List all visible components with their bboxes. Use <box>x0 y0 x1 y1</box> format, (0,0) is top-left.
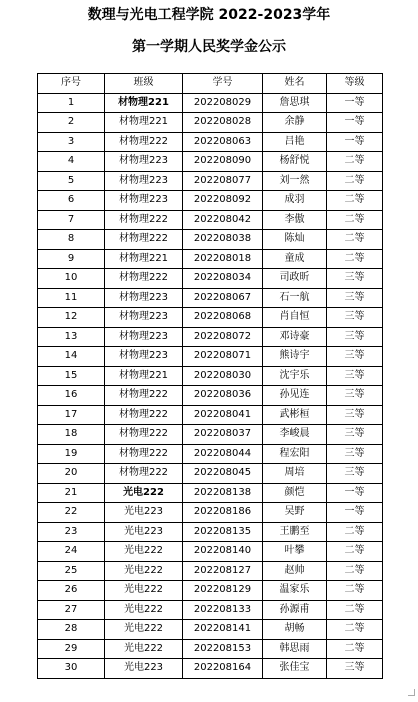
table-row <box>38 132 383 152</box>
cell-class: 材物理222 <box>105 230 183 250</box>
table-row <box>38 152 383 172</box>
cell-student-id: 202208092 <box>183 191 263 211</box>
table-row <box>38 405 383 425</box>
table-row <box>38 483 383 503</box>
table-row <box>38 327 383 347</box>
cell-level: 三等 <box>327 269 383 289</box>
cell-student-id: 202208037 <box>183 425 263 445</box>
cell-number: 5 <box>38 171 105 191</box>
cell-name: 赵帅 <box>263 561 327 581</box>
cell-level: 三等 <box>327 347 383 367</box>
column-header-number: 序号 <box>38 74 105 94</box>
cell-name: 颜恺 <box>263 483 327 503</box>
cell-student-id: 202208044 <box>183 444 263 464</box>
cell-class: 材物理222 <box>105 269 183 289</box>
cell-class: 光电223 <box>105 503 183 523</box>
cell-number: 28 <box>38 620 105 640</box>
table-row <box>38 620 383 640</box>
cell-class: 光电223 <box>105 659 183 679</box>
cell-name: 沈宇乐 <box>263 366 327 386</box>
cell-name: 肖自恒 <box>263 308 327 328</box>
cell-number: 3 <box>38 132 105 152</box>
cell-class: 材物理222 <box>105 464 183 484</box>
table-body <box>38 93 383 678</box>
cell-name: 武彬桓 <box>263 405 327 425</box>
cell-level: 三等 <box>327 366 383 386</box>
table-row <box>38 639 383 659</box>
cell-level: 二等 <box>327 561 383 581</box>
document-subtitle: 第一学期人民奖学金公示 <box>132 39 286 55</box>
cell-student-id: 202208034 <box>183 269 263 289</box>
cell-student-id: 202208077 <box>183 171 263 191</box>
cell-number: 24 <box>38 542 105 562</box>
table-row <box>38 191 383 211</box>
cell-student-id: 202208038 <box>183 230 263 250</box>
cell-level: 二等 <box>327 230 383 250</box>
cell-name: 吕艳 <box>263 132 327 152</box>
cell-student-id: 202208018 <box>183 249 263 269</box>
cell-class: 光电222 <box>105 561 183 581</box>
cell-level: 二等 <box>327 639 383 659</box>
table-row <box>38 288 383 308</box>
cell-level: 二等 <box>327 191 383 211</box>
cell-level: 二等 <box>327 620 383 640</box>
cell-student-id: 202208090 <box>183 152 263 172</box>
cell-number: 10 <box>38 269 105 289</box>
cell-number: 27 <box>38 600 105 620</box>
cell-student-id: 202208141 <box>183 620 263 640</box>
cell-number: 26 <box>38 581 105 601</box>
cell-name: 吴野 <box>263 503 327 523</box>
cell-name: 韩思雨 <box>263 639 327 659</box>
cell-level: 二等 <box>327 542 383 562</box>
cell-name: 陈灿 <box>263 230 327 250</box>
cell-class: 光电222 <box>105 620 183 640</box>
table-row <box>38 542 383 562</box>
cell-student-id: 202208036 <box>183 386 263 406</box>
cell-level: 二等 <box>327 522 383 542</box>
cell-name: 司政昕 <box>263 269 327 289</box>
cell-level: 三等 <box>327 308 383 328</box>
table-row <box>38 230 383 250</box>
cell-class: 光电222 <box>105 581 183 601</box>
scholarship-table <box>37 73 383 679</box>
table-row <box>38 386 383 406</box>
table-row <box>38 113 383 133</box>
table-row <box>38 269 383 289</box>
cell-class: 材物理222 <box>105 444 183 464</box>
column-header-student-id: 学号 <box>183 74 263 94</box>
cell-name: 张佳宝 <box>263 659 327 679</box>
cell-number: 18 <box>38 425 105 445</box>
cell-number: 7 <box>38 210 105 230</box>
cell-number: 15 <box>38 366 105 386</box>
cell-name: 童成 <box>263 249 327 269</box>
cell-student-id: 202208072 <box>183 327 263 347</box>
cell-class: 光电222 <box>105 600 183 620</box>
cell-class: 材物理222 <box>105 425 183 445</box>
table-header <box>38 74 383 94</box>
cell-number: 23 <box>38 522 105 542</box>
cell-student-id: 202208135 <box>183 522 263 542</box>
cell-level: 二等 <box>327 600 383 620</box>
cell-class: 光电222 <box>105 542 183 562</box>
cell-level: 一等 <box>327 132 383 152</box>
cell-level: 三等 <box>327 386 383 406</box>
cell-student-id: 202208029 <box>183 93 263 113</box>
table-row <box>38 249 383 269</box>
cell-number: 4 <box>38 152 105 172</box>
cell-student-id: 202208067 <box>183 288 263 308</box>
cell-class: 材物理223 <box>105 308 183 328</box>
cell-number: 30 <box>38 659 105 679</box>
column-header-name: 姓名 <box>263 74 327 94</box>
cell-name: 孙源甫 <box>263 600 327 620</box>
cell-name: 温家乐 <box>263 581 327 601</box>
cell-class: 光电222 <box>105 639 183 659</box>
table-row <box>38 659 383 679</box>
cell-number: 2 <box>38 113 105 133</box>
cell-class: 光电222 <box>105 483 183 503</box>
table-row <box>38 561 383 581</box>
cell-class: 材物理221 <box>105 366 183 386</box>
cell-name: 熊诗宇 <box>263 347 327 367</box>
cell-number: 14 <box>38 347 105 367</box>
cell-student-id: 202208153 <box>183 639 263 659</box>
cell-student-id: 202208071 <box>183 347 263 367</box>
cell-level: 三等 <box>327 659 383 679</box>
cell-level: 一等 <box>327 93 383 113</box>
cell-level: 一等 <box>327 503 383 523</box>
cell-student-id: 202208041 <box>183 405 263 425</box>
cell-name: 刘一然 <box>263 171 327 191</box>
cell-number: 11 <box>38 288 105 308</box>
cell-number: 9 <box>38 249 105 269</box>
cell-name: 李峻晨 <box>263 425 327 445</box>
table-row <box>38 210 383 230</box>
cell-level: 二等 <box>327 171 383 191</box>
cell-class: 材物理221 <box>105 249 183 269</box>
cell-name: 王鹏至 <box>263 522 327 542</box>
cell-name: 孙见连 <box>263 386 327 406</box>
cell-student-id: 202208030 <box>183 366 263 386</box>
cell-number: 25 <box>38 561 105 581</box>
table-row <box>38 93 383 113</box>
cell-name: 杨舒悦 <box>263 152 327 172</box>
cell-level: 三等 <box>327 464 383 484</box>
cell-level: 三等 <box>327 288 383 308</box>
table-row <box>38 600 383 620</box>
cell-student-id: 202208028 <box>183 113 263 133</box>
cell-number: 29 <box>38 639 105 659</box>
cell-number: 19 <box>38 444 105 464</box>
cell-student-id: 202208068 <box>183 308 263 328</box>
cell-number: 8 <box>38 230 105 250</box>
table-row <box>38 171 383 191</box>
cell-number: 1 <box>38 93 105 113</box>
cell-name: 詹思琪 <box>263 93 327 113</box>
cell-level: 三等 <box>327 327 383 347</box>
cell-number: 13 <box>38 327 105 347</box>
cell-class: 材物理222 <box>105 386 183 406</box>
cell-number: 6 <box>38 191 105 211</box>
cell-student-id: 202208133 <box>183 600 263 620</box>
cell-class: 材物理223 <box>105 347 183 367</box>
column-header-level: 等级 <box>327 74 383 94</box>
cell-level: 二等 <box>327 249 383 269</box>
cell-class: 材物理222 <box>105 132 183 152</box>
cell-name: 石一航 <box>263 288 327 308</box>
cell-class: 材物理222 <box>105 210 183 230</box>
table-row <box>38 503 383 523</box>
table-row <box>38 366 383 386</box>
cell-name: 周培 <box>263 464 327 484</box>
column-header-class: 班级 <box>105 74 183 94</box>
cell-class: 材物理223 <box>105 171 183 191</box>
cell-name: 李傲 <box>263 210 327 230</box>
cell-student-id: 202208129 <box>183 581 263 601</box>
table-row <box>38 464 383 484</box>
cell-number: 12 <box>38 308 105 328</box>
cell-student-id: 202208127 <box>183 561 263 581</box>
cell-level: 三等 <box>327 405 383 425</box>
cell-class: 材物理223 <box>105 191 183 211</box>
cell-name: 成羽 <box>263 191 327 211</box>
document-title: 数理与光电工程学院 2022-2023学年 <box>87 7 331 23</box>
cell-class: 材物理223 <box>105 288 183 308</box>
page-corner-mark <box>408 689 415 696</box>
cell-number: 22 <box>38 503 105 523</box>
cell-level: 二等 <box>327 210 383 230</box>
cell-level: 三等 <box>327 425 383 445</box>
cell-number: 20 <box>38 464 105 484</box>
cell-name: 胡畅 <box>263 620 327 640</box>
cell-level: 一等 <box>327 483 383 503</box>
cell-class: 材物理221 <box>105 93 183 113</box>
cell-class: 光电223 <box>105 522 183 542</box>
cell-level: 一等 <box>327 113 383 133</box>
table-row <box>38 581 383 601</box>
cell-student-id: 202208140 <box>183 542 263 562</box>
cell-name: 余静 <box>263 113 327 133</box>
table-row <box>38 347 383 367</box>
cell-student-id: 202208186 <box>183 503 263 523</box>
cell-name: 程宏阳 <box>263 444 327 464</box>
cell-number: 17 <box>38 405 105 425</box>
cell-class: 材物理222 <box>105 405 183 425</box>
cell-number: 21 <box>38 483 105 503</box>
table-row <box>38 444 383 464</box>
cell-student-id: 202208045 <box>183 464 263 484</box>
cell-class: 材物理223 <box>105 327 183 347</box>
table-row <box>38 425 383 445</box>
cell-class: 材物理223 <box>105 152 183 172</box>
cell-level: 二等 <box>327 152 383 172</box>
cell-level: 二等 <box>327 581 383 601</box>
cell-student-id: 202208042 <box>183 210 263 230</box>
cell-name: 叶攀 <box>263 542 327 562</box>
cell-student-id: 202208164 <box>183 659 263 679</box>
table-row <box>38 308 383 328</box>
cell-name: 邓诗豪 <box>263 327 327 347</box>
cell-class: 材物理221 <box>105 113 183 133</box>
cell-level: 三等 <box>327 444 383 464</box>
cell-student-id: 202208063 <box>183 132 263 152</box>
cell-number: 16 <box>38 386 105 406</box>
cell-student-id: 202208138 <box>183 483 263 503</box>
table-row <box>38 522 383 542</box>
header-row <box>38 74 383 94</box>
